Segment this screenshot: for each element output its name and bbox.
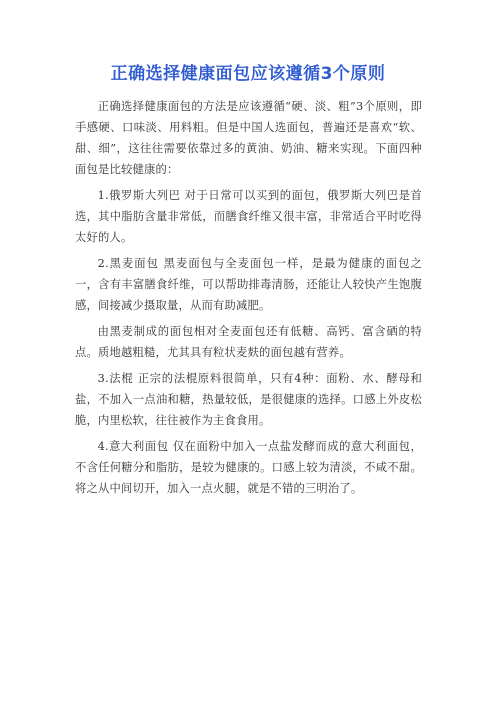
paragraph-rye-bread-detail: 由黑麦制成的面包相对全麦面包还有低糖、高钙、富含硒的特点。质地越粗糙，尤其具有粒状麦麸的面包越有营养。 [75, 325, 422, 359]
page-title: 正确选择健康面包应该遵循3个原则 [110, 64, 386, 84]
paragraph-baguette: 3.法棍 正宗的法棍原料很简单，只有4种：面粉、水、酵母和盐，不加入一点油和糖，热量较低，是很健康的选择。口感上外皮松脆，内里松软，往往被作为主食食用。 [75, 372, 422, 427]
paragraph-rye-bread: 2.黑麦面包 黑麦面包与全麦面包一样，是最为健康的面包之一，含有丰富膳食纤维，可以帮助排毒清肠，还能让人较快产生饱腹感，间接减少摄取量，从而有助减肥。 [75, 257, 422, 312]
article-body [75, 96, 422, 504]
paragraph-russian-bread: 1.俄罗斯大列巴 对于日常可以买到的面包，俄罗斯大列巴是首选，其中脂肪含量非常低，而膳食纤维又很丰富，非常适合平时吃得太好的人。 [75, 189, 422, 244]
intro-paragraph: 正确选择健康面包的方法是应该遵循“硬、淡、粗”3个原则，即手感硬、口味淡、用料粗。但是中国人选面包，普遍还是喜欢“软、甜、细”，这往往需要依靠过多的黄油、奶油、糖来实现。下面四种面包是比较健康的： [75, 100, 422, 176]
paragraph-italian-bread: 4.意大利面包 仅在面粉中加入一点盐发酵而成的意大利面包，不含任何糖分和脂肪，是较为健康的。口感上较为清淡，不咸不甜。将之从中间切开，加入一点火腿，就是不错的三明治了。 [75, 440, 422, 495]
